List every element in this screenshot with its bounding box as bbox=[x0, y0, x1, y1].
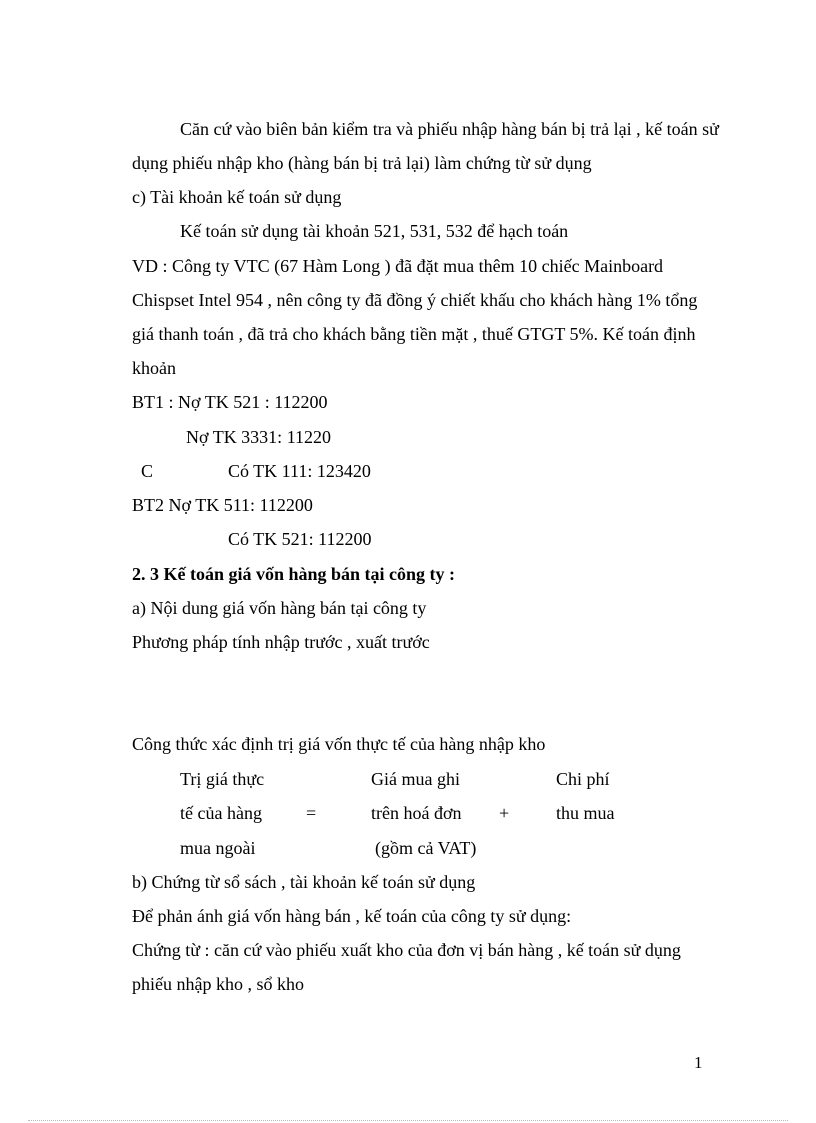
subsection-heading: b) Chứng từ sổ sách , tài khoản kế toán sử dụng bbox=[132, 872, 476, 892]
paragraph-line: phiếu nhập kho , sổ kho bbox=[132, 974, 304, 994]
paragraph-line: giá thanh toán , đã trả cho khách bằng tiền mặt , thuế GTGT 5%. Kế toán định bbox=[132, 324, 696, 344]
formula-left-term: Trị giá thực bbox=[180, 769, 265, 789]
journal-entry-line: BT2 Nợ TK 511: 112200 bbox=[132, 495, 313, 515]
journal-entry-line: Có TK 111: 123420 bbox=[228, 461, 371, 481]
paragraph-line: khoản bbox=[132, 358, 176, 378]
page-number: 1 bbox=[694, 1053, 703, 1072]
subsection-heading: a) Nội dung giá vốn hàng bán tại công ty bbox=[132, 598, 427, 618]
paragraph-line: dụng phiếu nhập kho (hàng bán bị trả lại) làm chứng từ sử dụng bbox=[132, 153, 592, 173]
formula-left-term: tế của hàng bbox=[180, 803, 262, 823]
paragraph-line: Chứng từ : căn cứ vào phiếu xuất kho của đơn vị bán hàng , kế toán sử dụng bbox=[132, 940, 681, 960]
paragraph-line: Chispset Intel 954 , nên công ty đã đồng ý chiết khấu cho khách hàng 1% tổng bbox=[132, 290, 698, 310]
paragraph-line: Để phản ánh giá vốn hàng bán , kế toán của công ty sử dụng: bbox=[132, 906, 572, 926]
subsection-heading: c) Tài khoản kế toán sử dụng bbox=[132, 187, 342, 207]
formula-right-term: thu mua bbox=[556, 803, 615, 823]
paragraph-line: Kế toán sử dụng tài khoản 521, 531, 532 để hạch toán bbox=[180, 221, 569, 241]
section-heading: 2. 3 Kế toán giá vốn hàng bán tại công ty : bbox=[132, 564, 456, 584]
journal-entry-marker: C bbox=[141, 461, 154, 481]
formula-left-term: mua ngoài bbox=[180, 838, 256, 858]
paragraph-line: VD : Công ty VTC (67 Hàm Long ) đã đặt mua thêm 10 chiếc Mainboard bbox=[132, 256, 664, 276]
formula-equals-sign: = bbox=[306, 803, 317, 823]
journal-entry-line: Nợ TK 3331: 11220 bbox=[186, 427, 332, 447]
journal-entry-line: BT1 : Nợ TK 521 : 112200 bbox=[132, 392, 328, 412]
footer-divider bbox=[28, 1120, 788, 1121]
paragraph-line: Công thức xác định trị giá vốn thực tế của hàng nhập kho bbox=[132, 734, 546, 754]
journal-entry-line: Có TK 521: 112200 bbox=[228, 529, 372, 549]
paragraph-line: Căn cứ vào biên bản kiểm tra và phiếu nhập hàng bán bị trả lại , kế toán sử bbox=[180, 119, 719, 139]
paragraph-line: Phương pháp tính nhập trước , xuất trước bbox=[132, 632, 430, 652]
formula-middle-term: Giá mua ghi bbox=[371, 769, 460, 789]
formula-right-term: Chi phí bbox=[556, 769, 610, 789]
formula-middle-term: trên hoá đơn bbox=[371, 803, 462, 823]
formula-plus-sign: + bbox=[499, 803, 510, 823]
formula-middle-term: (gồm cả VAT) bbox=[375, 838, 477, 858]
